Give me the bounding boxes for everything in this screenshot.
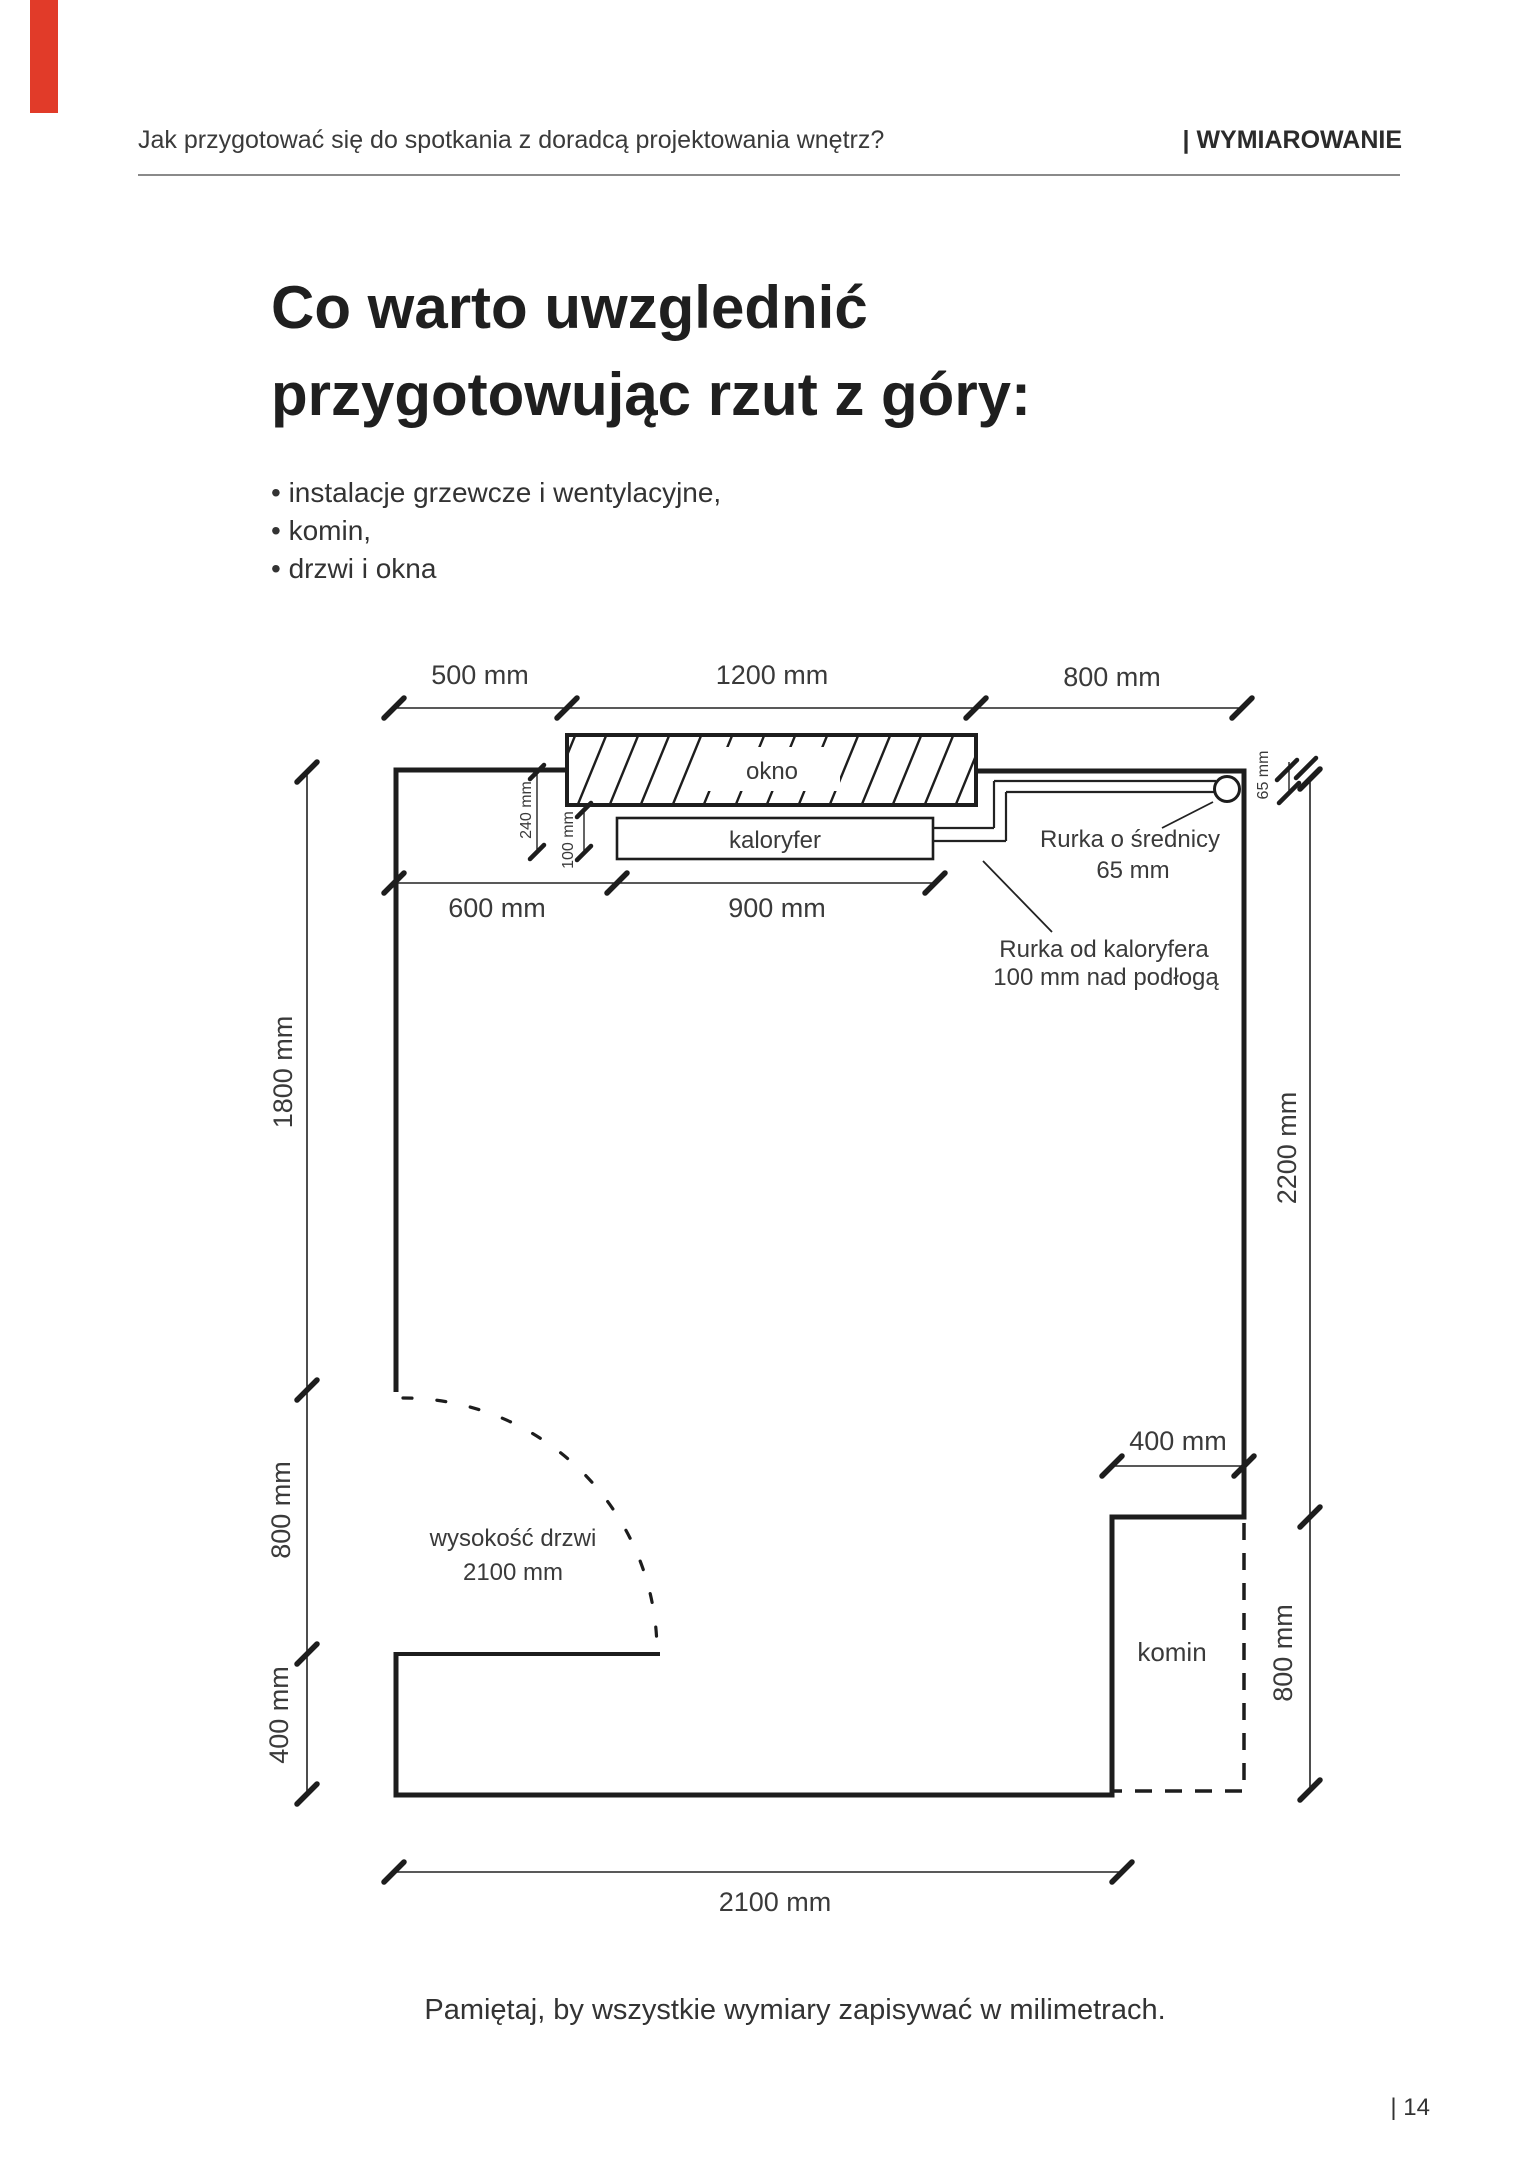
radiator-pipe-note-line2: 100 mm nad podłogą [993, 964, 1219, 991]
window-symbol [545, 731, 986, 809]
dim-label-800-right: 800 mm [1268, 1604, 1298, 1702]
kaloryfer-label: kaloryfer [728, 827, 822, 854]
wall-right-bottom-komin [396, 771, 1244, 1795]
footer-reminder: Pamiętaj, by wszystkie wymiary zapisywać w milimetrach. [424, 1994, 1166, 2026]
dim-label-100-small: 100 mm [560, 811, 577, 869]
dim-label-1200: 1200 mm [715, 660, 829, 690]
header-section-label: | WYMIAROWANIE [1182, 126, 1402, 154]
bullet-item: • komin, [271, 515, 372, 546]
dim-label-1800-left: 1800 mm [268, 1015, 298, 1129]
page-title-line1: Co warto uwzglednić [271, 274, 868, 341]
dim-label-800-left: 800 mm [266, 1461, 296, 1559]
dim-label-400-komin: 400 mm [1129, 1426, 1227, 1456]
door-note-line2: 2100 mm [462, 1559, 564, 1586]
page-number: | 14 [1390, 2094, 1430, 2121]
radiator-pipe-note-line1: Rurka od kaloryfera [999, 936, 1209, 963]
bullet-item: • instalacje grzewcze i wentylacyjne, [271, 477, 722, 508]
dim-label-900: 900 mm [728, 893, 826, 923]
header-question-text: Jak przygotować się do spotkania z doradcą projektowania wnętrz? [138, 126, 885, 154]
radiator-symbol [617, 818, 933, 859]
dim-label-800-top: 800 mm [1063, 662, 1161, 692]
room-walls [396, 770, 1244, 1795]
dim-label-240-small: 240 mm [518, 781, 535, 839]
pipe-note-line2: 65 mm [1096, 857, 1170, 884]
pipe-cross-section-circle [1215, 777, 1240, 802]
okno-label: okno [745, 758, 799, 785]
door-note-line1: wysokość drzwi [429, 1525, 597, 1552]
pipe-along-wall [994, 781, 1216, 792]
dim-label-500: 500 mm [431, 660, 529, 690]
pipe-note-line1: Rurka o średnicy [1039, 826, 1221, 853]
komin-label: komin [1137, 1637, 1207, 1667]
dim-label-2100-bottom: 2100 mm [718, 1887, 832, 1917]
leader-pipe-note [1162, 802, 1213, 828]
dim-label-600: 600 mm [448, 893, 546, 923]
page-title-line2: przygotowując rzut z góry: [271, 361, 1032, 428]
dim-label-65-small: 65 mm [1255, 750, 1272, 800]
dim-label-2200-right: 2200 mm [1272, 1091, 1302, 1205]
leader-radiator-pipe-note [983, 861, 1052, 932]
bullet-item: • drzwi i okna [271, 553, 437, 584]
wall-top-and-left [396, 770, 567, 1392]
dim-label-400-left: 400 mm [264, 1666, 294, 1764]
